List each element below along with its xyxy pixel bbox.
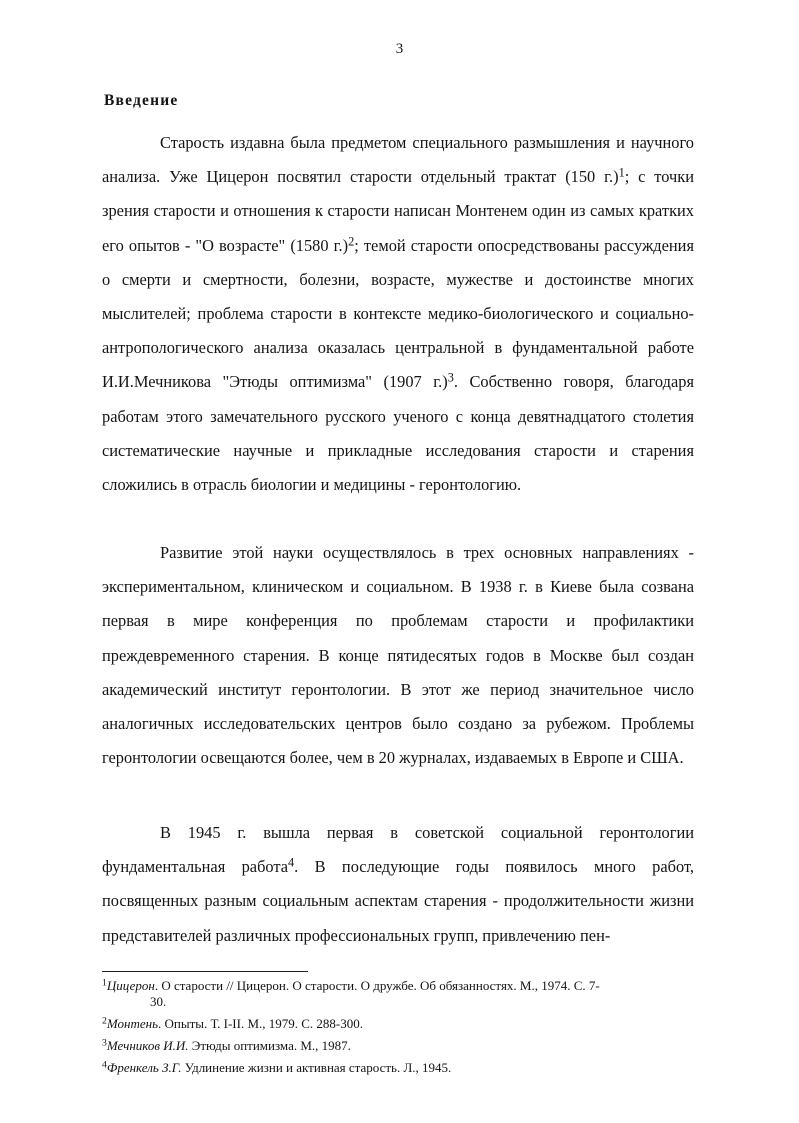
footnote-1 (102, 978, 702, 1010)
page-number: 3 (395, 41, 404, 57)
footnote-2 (102, 1016, 702, 1032)
paragraph-3-text-b: . В последующие годы появилось много работ, посвященных разным социальным аспектам старения - продолжительности жизни представителей различных профессиональных групп, привлечению пен- (102, 857, 694, 945)
footnote-ref-4: 4 (288, 855, 295, 870)
footnote-1-author: Цицерон (106, 978, 155, 993)
footnote-3 (102, 1038, 702, 1054)
section-heading: Введение (104, 92, 179, 109)
paragraph-1-text-b: ; с точки зрения старости и отношения к старости написан Монтенем один из самых кратких его опытов - "О возрасте" (1580 г.) (102, 167, 694, 255)
footnote-3-author: Мечников И.И. (106, 1038, 189, 1053)
footnote-2-number: 2 (102, 1015, 107, 1027)
paragraph-1-text-d: . Собственно говоря, благодаря работам этого замечательного русского ученого с конца девятнадцатого столетия систематические научные и прикладные исследования старости и старения сложились в отрасль биологии и медицины - геронтологию. (102, 372, 694, 495)
paragraph-1-text-c: ; темой старости опосредствованы рассуждения о смерти и смертности, болезни, возрасте, мужестве и достоинстве многих мыслителей; проблема старости в контексте медико-биологического и социально-антропологического анализа оказалась центральной в фундаментальной работе И.И.Мечникова "Этюды оптимизма" (1907 г.) (102, 235, 694, 392)
paragraph-1-text-a: Старость издавна была предметом специального размышления и научного анализа. Уже Цицерон посвятил старости отдельный трактат (150 г.) (102, 133, 694, 187)
paragraph-1 (102, 126, 694, 502)
footnote-4-number: 4 (102, 1059, 107, 1071)
footnote-3-text: Этюды оптимизма. М., 1987. (188, 1038, 351, 1053)
footnote-3-number: 3 (102, 1037, 107, 1049)
paragraph-3 (102, 816, 694, 953)
footnote-4-text: Удлинение жизни и активная старость. Л., 1945. (181, 1060, 452, 1075)
footnote-4-author: Френкель З.Г. (106, 1060, 182, 1075)
footnote-ref-2: 2 (348, 234, 355, 249)
footnote-1-number: 1 (102, 977, 107, 989)
footnote-2-author: Монтень (106, 1016, 158, 1031)
footnote-2-text: . Опыты. Т. I-II. М., 1979. С. 288-300. (158, 1016, 364, 1031)
footnote-4 (102, 1060, 702, 1076)
footnote-1-continuation: 30. (150, 994, 167, 1009)
footnote-ref-1: 1 (618, 165, 625, 180)
paragraph-2-text: Развитие этой науки осуществлялось в трех основных направлениях - экспериментальном, клиническом и социальном. В 1938 г. в Киеве была созвана первая в мире конференция по проблемам старости и профилактики преждевременного старения. В конце пятидесятых годов в Москве был создан академический институт геронтологии. В этот же период значительное число аналогичных исследовательских центров было создано за рубежом. Проблемы геронтологии освещаются более, чем в 20 журналах, издаваемых в Европе и США. (102, 543, 694, 768)
paragraph-2 (102, 536, 694, 775)
paragraph-3-text-a: В 1945 г. вышла первая в советской социальной геронтологии фундаментальная работа (102, 823, 694, 877)
footnote-separator (102, 971, 308, 972)
footnote-1-text: . О старости // Цицерон. О старости. О дружбе. Об обязанностях. М., 1974. С. 7- (154, 978, 600, 993)
footnotes (102, 978, 702, 1082)
footnote-ref-3: 3 (447, 370, 454, 385)
